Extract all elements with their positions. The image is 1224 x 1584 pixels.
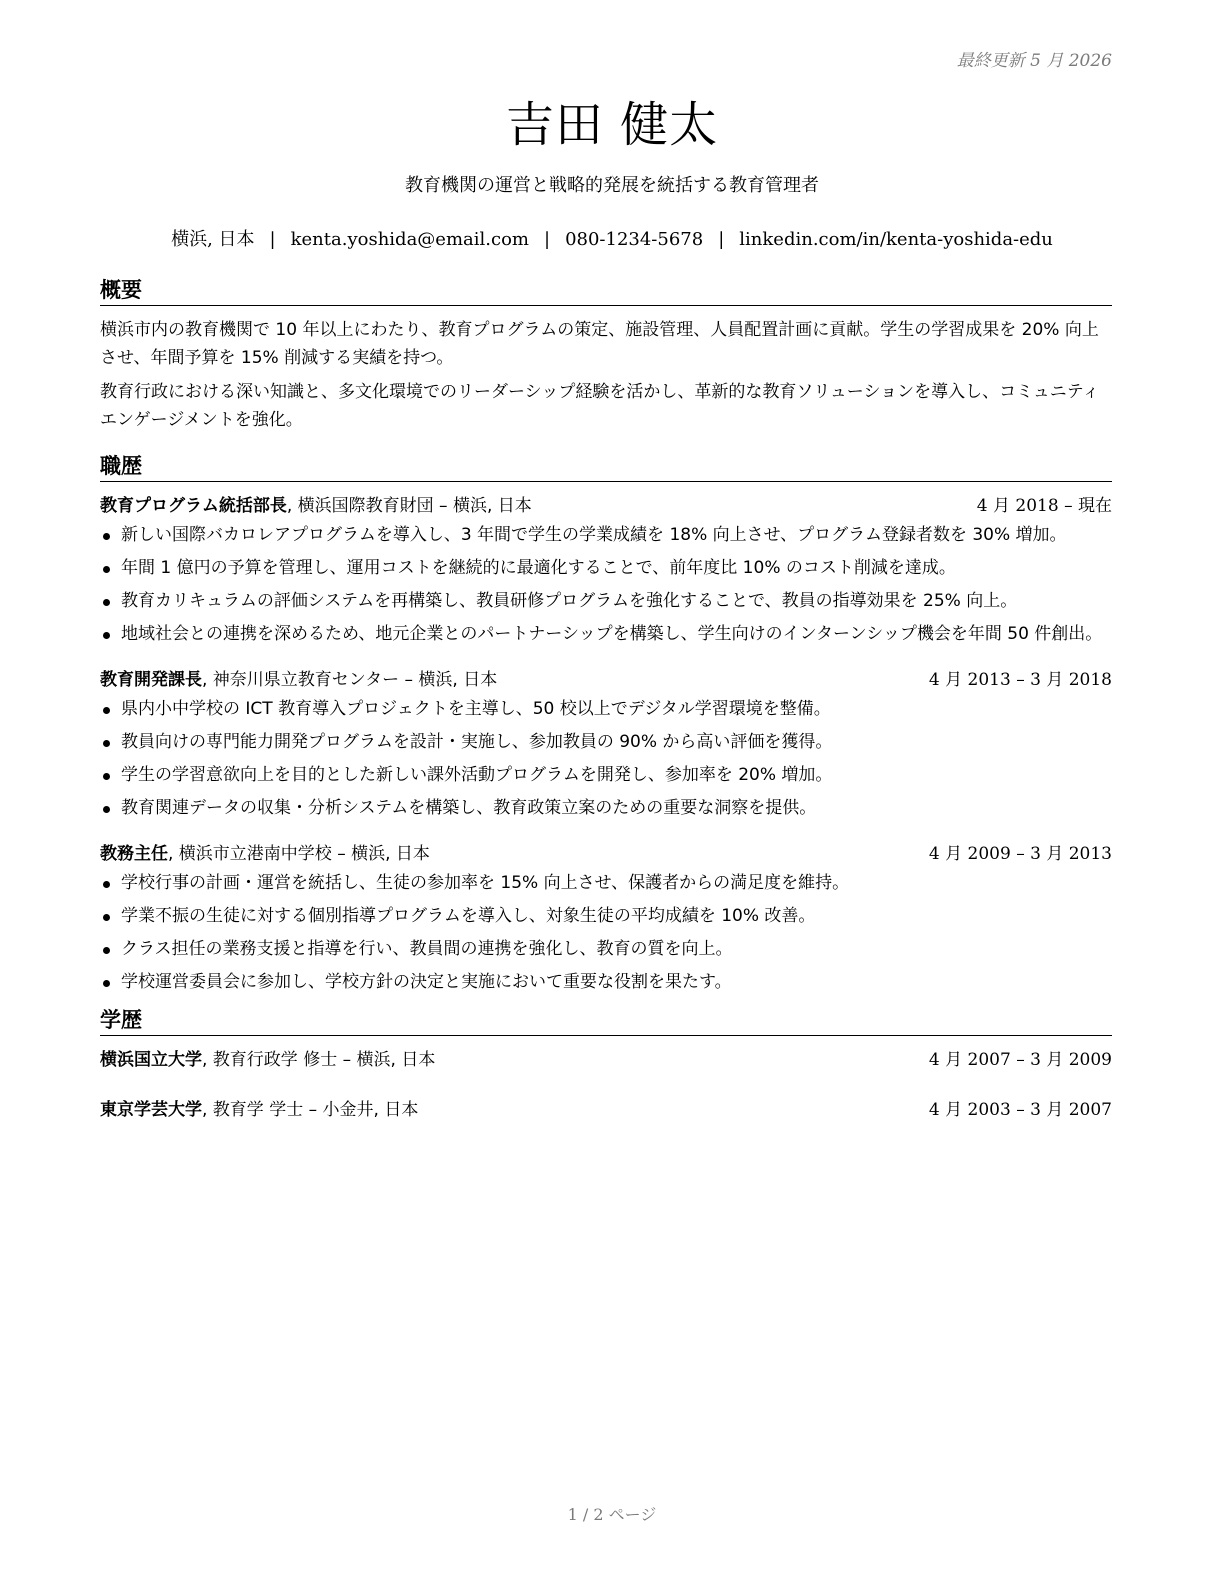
list-item — [100, 729, 1112, 756]
bullet-icon — [103, 632, 110, 639]
job-dates: 4 月 2009 – 3 月 2013 — [928, 844, 1112, 864]
list-item — [100, 696, 1112, 723]
list-item — [100, 903, 1112, 930]
list-item — [100, 795, 1112, 822]
bullet-icon — [103, 740, 110, 747]
contact-email[interactable]: kenta.yoshida@email.com — [290, 229, 529, 250]
job-bullets — [100, 696, 1112, 822]
job-entry — [100, 666, 1112, 822]
section-title-experience: 職歴 — [100, 452, 1112, 482]
degree-detail: , 教育学 学士 – 小金井, 日本 — [202, 1100, 419, 1120]
bullet-icon — [103, 806, 110, 813]
education-entry — [100, 1096, 1112, 1124]
job-org: , 横浜市立港南中学校 – 横浜, 日本 — [168, 844, 430, 864]
job-header — [100, 666, 1112, 694]
summary-paragraph: 横浜市内の教育機関で 10 年以上にわたり、教育プログラムの策定、施設管理、人員配置計画に貢献。学生の学習成果を 20% 向上させ、年間予算を 15% 削減する実績を持つ。 — [100, 320, 1099, 368]
last-updated: 最終更新 5 月 2026 — [956, 51, 1112, 71]
bullet-text: 学校運営委員会に参加し、学校方針の決定と実施において重要な役割を果たす。 — [121, 972, 732, 992]
education-dates: 4 月 2007 – 3 月 2009 — [928, 1050, 1112, 1070]
education-entry — [100, 1046, 1112, 1074]
school-name: 東京学芸大学 — [100, 1100, 202, 1120]
bullet-text: 県内小中学校の ICT 教育導入プロジェクトを主導し、50 校以上でデジタル学習環境を整備。 — [121, 699, 831, 719]
contact-line — [0, 225, 1224, 251]
bullet-icon — [103, 533, 110, 540]
contact-separator: | — [269, 229, 276, 250]
headline: 教育機関の運営と戦略的発展を統括する教育管理者 — [405, 175, 819, 196]
contact-separator: | — [543, 229, 551, 250]
job-entry — [100, 840, 1112, 996]
bullet-icon — [103, 881, 110, 888]
list-item — [100, 969, 1112, 996]
bullet-icon — [103, 707, 110, 714]
bullet-text: 年間 1 億円の予算を管理し、運用コストを継続的に最適化することで、前年度比 10% のコスト削減を達成。 — [121, 558, 956, 578]
page-number: 1 / 2 ページ — [567, 1505, 657, 1524]
bullet-text: 学業不振の生徒に対する個別指導プログラムを導入し、対象生徒の平均成績を 10% 改善。 — [121, 906, 816, 926]
education-dates: 4 月 2003 – 3 月 2007 — [928, 1100, 1112, 1120]
job-org: , 横浜国際教育財団 – 横浜, 日本 — [286, 496, 532, 516]
bullet-text: 教育関連データの収集・分析システムを構築し、教育政策立案のための重要な洞察を提供。 — [121, 798, 817, 818]
job-entry — [100, 492, 1112, 648]
school-name: 横浜国立大学 — [100, 1050, 202, 1070]
bullet-icon — [103, 566, 110, 573]
summary-paragraph: 教育行政における深い知識と、多文化環境でのリーダーシップ経験を活かし、革新的な教育ソリューションを導入し、コミュニティエンゲージメントを強化。 — [100, 382, 1100, 430]
bullet-text: 地域社会との連携を深めるため、地元企業とのパートナーシップを構築し、学生向けのインターンシップ機会を年間 50 件創出。 — [121, 624, 1103, 644]
contact-location: 横浜, 日本 — [171, 229, 255, 250]
list-item — [100, 936, 1112, 963]
job-header — [100, 492, 1112, 520]
job-dates: 4 月 2018 – 現在 — [976, 496, 1112, 516]
list-item — [100, 522, 1112, 549]
contact-linkedin[interactable]: linkedin.com/in/kenta-yoshida-edu — [739, 229, 1053, 250]
job-role: 教育開発課長 — [100, 670, 202, 690]
list-item — [100, 621, 1112, 648]
job-dates: 4 月 2013 – 3 月 2018 — [928, 670, 1112, 690]
bullet-icon — [103, 773, 110, 780]
candidate-name: 吉田 健太 — [505, 97, 719, 153]
job-org: , 神奈川県立教育センター – 横浜, 日本 — [202, 670, 498, 690]
bullet-text: 新しい国際バカロレアプログラムを導入し、3 年間で学生の学業成績を 18% 向上させ、プログラム登録者数を 30% 増加。 — [121, 525, 1067, 545]
bullet-icon — [103, 980, 110, 987]
job-role: 教育プログラム統括部長 — [100, 496, 287, 516]
contact-phone[interactable]: 080-1234-5678 — [565, 229, 704, 250]
list-item — [100, 555, 1112, 582]
bullet-text: 学校行事の計画・運営を統括し、生徒の参加率を 15% 向上させ、保護者からの満足度を維持。 — [121, 873, 850, 893]
section-title-education: 学歴 — [100, 1006, 1112, 1036]
bullet-icon — [103, 947, 110, 954]
degree-detail: , 教育行政学 修士 – 横浜, 日本 — [202, 1050, 436, 1070]
job-role: 教務主任 — [100, 844, 168, 864]
bullet-icon — [103, 599, 110, 606]
list-item — [100, 588, 1112, 615]
summary-section — [100, 276, 1112, 434]
bullet-text: 学生の学習意欲向上を目的とした新しい課外活動プログラムを開発し、参加率を 20% 増加。 — [121, 765, 833, 785]
experience-section — [100, 452, 1112, 996]
bullet-text: クラス担任の業務支援と指導を行い、教員間の連携を強化し、教育の質を向上。 — [121, 939, 733, 959]
list-item — [100, 762, 1112, 789]
bullet-text: 教育カリキュラムの評価システムを再構築し、教員研修プログラムを強化することで、教員の指導効果を 25% 向上。 — [121, 591, 1018, 611]
bullet-text: 教員向けの専門能力開発プログラムを設計・実施し、参加教員の 90% から高い評価を獲得。 — [121, 732, 833, 752]
resume-content — [100, 276, 1112, 1124]
bullet-icon — [103, 914, 110, 921]
education-section — [100, 1006, 1112, 1124]
job-bullets — [100, 522, 1112, 648]
job-header — [100, 840, 1112, 868]
section-title-summary: 概要 — [100, 276, 1112, 306]
job-bullets — [100, 870, 1112, 996]
contact-separator: | — [718, 229, 725, 250]
list-item — [100, 870, 1112, 897]
